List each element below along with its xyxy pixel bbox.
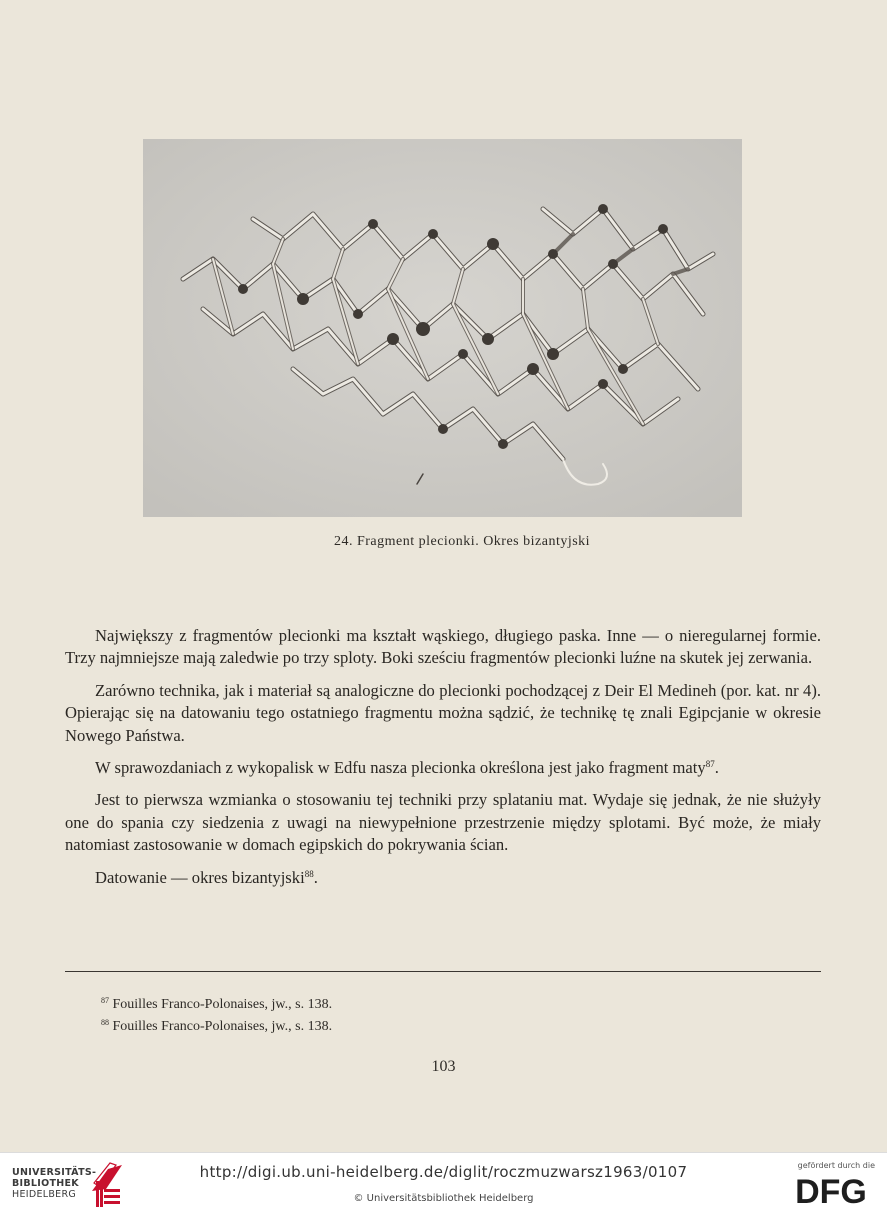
footnote-ref-87[interactable]: 87 — [705, 759, 715, 770]
paragraph-2: Zarówno technika, jak i materiał są analogiczne do plecionki pochodzącej z Deir El Medineh (por. kat. nr 4). Opierając się na datowaniu tego ostatniego fragmentu można sądzić, że technikę tę znali Egipcjanie w okresie Nowego Państwa. — [65, 680, 821, 745]
figure-caption: 24. Fragment plecionki. Okres bizantyjski — [333, 534, 591, 549]
footnote-88: $^{88}$ Fouilles Franco-Polonaises, jw., s. 138. — [101, 1018, 333, 1034]
footnotes — [101, 994, 801, 1038]
footnote-87: $^{87}$ Fouilles Franco-Polonaises, jw., s. 138. — [101, 996, 333, 1012]
body-text — [65, 625, 821, 899]
braid-fragment-image — [143, 139, 742, 517]
footnote-divider — [65, 971, 821, 972]
institution-name[interactable]: UNIVERSITÄTS- BIBLIOTHEK HEIDELBERG — [12, 1167, 97, 1200]
dfg-logo-icon[interactable] — [789, 1172, 874, 1208]
paragraph-5: Datowanie — okres bizantyjski$^{88}$. — [95, 867, 318, 887]
paragraph-3: W sprawozdaniach z wykopalisk w Edfu nasza plecionka określona jest jako fragment maty$^{87}$. — [95, 758, 719, 778]
page-number: 103 — [431, 1058, 456, 1075]
paragraph-4: Jest to pierwsza wzmianka o stosowaniu tej techniki przy splataniu mat. Wydaje się jednak, że nie służyły one do spania czy siedzenia z uwagi na niewypełnione przestrzenie między splotami. Być może, że miały natomiast zastosowanie w domach egipskich do pokrywania ścian. — [65, 790, 821, 855]
footer-bar — [0, 1152, 887, 1216]
copyright-notice: © Universitätsbibliothek Heidelberg — [353, 1193, 534, 1204]
figure-photo-braid-fragment — [143, 139, 742, 517]
paragraph-1: Największy z fragmentów plecionki ma kształt wąskiego, długiego paska. Inne — o nieregularnej formie. Trzy najmniejsze mają zaledwie po trzy sploty. Boki sześciu fragmentów plecionki luźne na skutek jej zerwania. — [65, 626, 821, 668]
funding-note: gefördert durch die — [797, 1161, 875, 1170]
permalink-url[interactable]: http://digi.ub.uni-heidelberg.de/diglit/roczmuzwarsz1963/0107 — [199, 1163, 688, 1181]
dfg-logo-text: DFG — [795, 1173, 867, 1208]
footnote-ref-88[interactable]: 88 — [304, 868, 314, 879]
